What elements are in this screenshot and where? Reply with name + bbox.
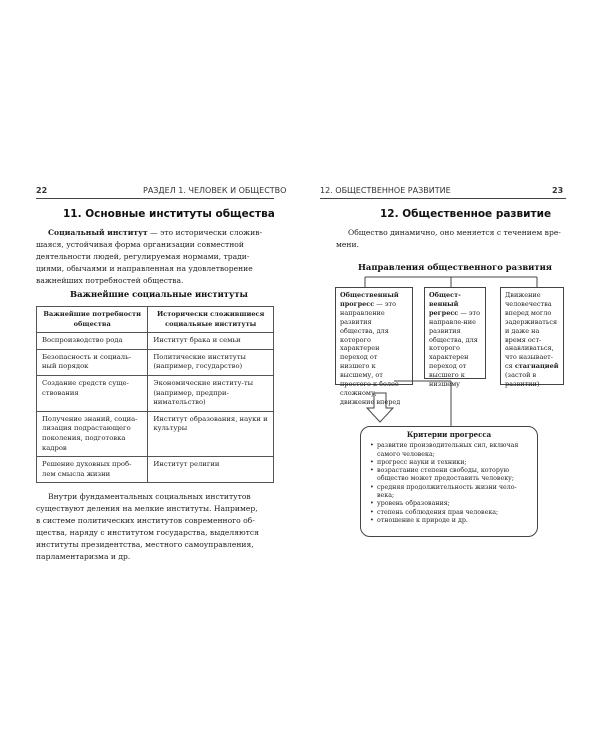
list-item: • прогресс науки и техники; xyxy=(377,459,529,467)
right-running-header: 12. ОБЩЕСТВЕННОЕ РАЗВИТИЕ xyxy=(320,186,451,195)
stagnation-box xyxy=(500,287,564,389)
criteria-box xyxy=(360,426,538,537)
left-outro-paragraph xyxy=(36,491,274,564)
stagnation-text: Движение человечества вперед могло задерживаться и даже на время ост-анавливаться, что называет-ся xyxy=(505,291,558,371)
table-cell: Создание средств суще-ствования xyxy=(37,375,148,411)
table-header-institutes: Исторически сложившиеся социальные институты xyxy=(148,307,274,333)
stagnation-text-end: (застой в развитии) xyxy=(505,371,540,389)
table-cell: Институт религии xyxy=(148,457,274,483)
left-header-rule xyxy=(36,198,274,199)
table-title: Важнейшие социальные институты xyxy=(70,289,248,299)
table-row xyxy=(37,411,274,456)
intro-line: шаяся, устойчивая форма организации совместной xyxy=(36,240,244,250)
right-section-title: 12. Общественное развитие xyxy=(380,208,552,220)
table-cell: Институт брака и семьи xyxy=(148,333,274,350)
right-page-number: 23 xyxy=(552,186,564,195)
left-section-title: 11. Основные институты общества xyxy=(63,208,275,220)
table-cell: Воспроизводство рода xyxy=(37,333,148,350)
intro-line: мени. xyxy=(336,240,359,250)
intro-line: Общество динамично, оно меняется с течением вре- xyxy=(348,228,561,237)
left-page-number: 22 xyxy=(36,186,48,195)
progress-term: Общественный прогресс xyxy=(340,291,399,308)
outro-line: институты президентства, местного самоуправления, xyxy=(36,540,254,550)
outro-line: существуют деления на мелкие институты. Например, xyxy=(36,504,258,514)
list-item: • возрастание степени свободы, которую общество может предоставить человеку; xyxy=(377,467,529,484)
list-item: • отношение к природе и др. xyxy=(377,517,529,525)
left-running-header: РАЗДЕЛ 1. ЧЕЛОВЕК И ОБЩЕСТВО xyxy=(143,186,287,195)
outro-line: Внутри фундаментальных социальных институтов xyxy=(48,492,251,501)
right-page xyxy=(300,0,600,750)
table-cell: Экономические институ-ты (например, предпри-нимательство) xyxy=(148,375,274,411)
progress-definition: — это направление развития общества, для которого характерен переход от низшего к высшему, от простого к более сложному, движение вперед xyxy=(340,299,401,406)
table-cell: Политические институты (например, государство) xyxy=(148,349,274,375)
table-row xyxy=(37,333,274,350)
left-intro-paragraph xyxy=(36,227,274,287)
table-cell: Получение знаний, социа-лизация подрастающего поколения, подготовка кадров xyxy=(37,411,148,456)
list-item: • развитие производительных сил, включая самого человека; xyxy=(377,442,529,459)
institutes-table xyxy=(36,306,274,483)
intro-line: — это исторически сложив- xyxy=(147,228,263,237)
table-header-needs: Важнейшие потребности общества xyxy=(37,307,148,333)
regress-box xyxy=(424,287,486,389)
intro-line: деятельности людей, регулируемая нормами, тради- xyxy=(36,252,250,262)
regress-definition: — это направле-ние развития общества, для которого характерен переход от высшего к низшему xyxy=(429,308,481,389)
table-row xyxy=(37,375,274,411)
directions-title: Направления общественного развития xyxy=(358,262,552,272)
table-row xyxy=(37,349,274,375)
outro-line: в системе политических институтов современного об- xyxy=(36,516,255,526)
criteria-list xyxy=(369,442,529,525)
table-row xyxy=(37,457,274,483)
regress-term: Общест- венный регресс xyxy=(429,291,461,317)
table-header-row xyxy=(37,307,274,333)
list-item: • средняя продолжительность жизни чело-века; xyxy=(377,484,529,501)
outro-line: щества, наряду с институтом государства, выделяются xyxy=(36,528,259,538)
intro-line: важнейших потребностей общества. xyxy=(36,276,184,286)
criteria-title: Критерии прогресса xyxy=(406,430,492,439)
table-cell: Решение духовных проб-лем смысла жизни xyxy=(37,457,148,483)
list-item: • степень соблюдения прав человека; xyxy=(377,509,529,517)
progress-box xyxy=(335,287,413,406)
outro-line: парламентаризма и др. xyxy=(36,552,131,562)
table-cell: Институт образования, науки и культуры xyxy=(148,411,274,456)
list-item: • уровень образования; xyxy=(377,500,529,508)
table-cell: Безопасность и социаль-ный порядок xyxy=(37,349,148,375)
intro-line: циями, обычаями и направленная на удовлетворение xyxy=(36,264,253,274)
intro-term: Социальный институт xyxy=(48,228,148,237)
stagnation-term: стагнацией xyxy=(514,362,559,371)
